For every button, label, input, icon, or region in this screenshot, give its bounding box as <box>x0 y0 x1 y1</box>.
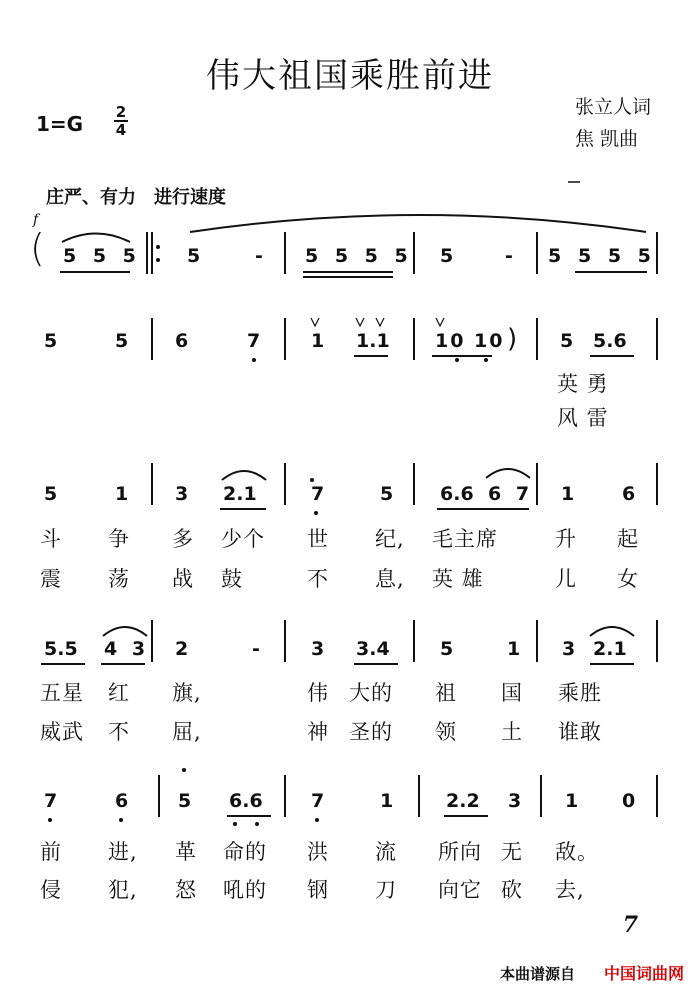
note: 1 <box>561 483 575 505</box>
accent-mark <box>311 318 319 326</box>
note-group: 5 5 5 <box>63 245 141 267</box>
note: 5 <box>440 638 454 660</box>
note: 3 <box>508 790 522 812</box>
lyric: 少个 <box>221 527 265 551</box>
lyric: 圣的 <box>349 720 393 744</box>
lyric: 侵 <box>40 878 62 902</box>
lyric: 红 <box>108 681 130 705</box>
note: 1 <box>115 483 129 505</box>
lyric-pickup-verse-1: 英 勇 <box>557 372 609 396</box>
accent-mark <box>376 318 384 326</box>
lyric: 怒 <box>175 878 197 902</box>
lyric: 争 <box>108 527 130 551</box>
lyric: 流 <box>375 840 397 864</box>
note: 5 <box>115 330 129 352</box>
lyric: 吼的 <box>223 878 267 902</box>
lyric: 砍 <box>501 878 523 902</box>
note: 7 <box>44 790 58 812</box>
note: 5 <box>440 245 454 267</box>
page-number: 7 <box>622 912 638 938</box>
note-group: 5 5 5 5 <box>305 245 413 267</box>
accent-mark <box>436 318 444 326</box>
lyric: 世 <box>307 527 329 551</box>
key-signature: 1=G <box>36 112 84 136</box>
accent-mark <box>356 318 364 326</box>
note-group: 1.1 <box>356 330 390 352</box>
lyric: 钢 <box>307 878 329 902</box>
note: 5 <box>380 483 394 505</box>
note: 6 <box>622 483 636 505</box>
note-group: 2.1 <box>593 638 627 660</box>
lyric: 谁敢 <box>558 720 602 744</box>
lyric: 神 <box>307 720 329 744</box>
lyric: 不 <box>108 720 130 744</box>
lyric: 毛主席 <box>432 527 498 551</box>
lyric: 所向 <box>438 840 482 864</box>
note: 6 <box>115 790 129 812</box>
slur <box>222 471 266 480</box>
lyric: 不 <box>307 567 329 591</box>
lyric: 旗, <box>172 681 202 705</box>
note-group: 3.4 <box>356 638 390 660</box>
lyric: 进, <box>108 840 138 864</box>
lyric: 息, <box>375 567 405 591</box>
note: 7 <box>311 483 325 505</box>
lyric: 威武 <box>40 720 84 744</box>
lyric: 革 <box>175 840 197 864</box>
lyric: 乘胜 <box>558 681 602 705</box>
lyric: 敌。 <box>555 840 599 864</box>
note-group: 4 3 <box>104 638 150 660</box>
dynamic-marking: f <box>33 212 39 228</box>
note-group: 2.1 <box>223 483 257 505</box>
lyric: 大的 <box>349 681 393 705</box>
lyric: 女 <box>617 567 639 591</box>
lyric: 土 <box>501 720 523 744</box>
lyric: 领 <box>435 720 457 744</box>
lyric: 五星 <box>40 681 84 705</box>
note: 1 <box>311 330 325 352</box>
note-group: 6.6 <box>229 790 263 812</box>
slur <box>62 234 130 243</box>
note-group: 5.6 <box>593 330 627 352</box>
dash: - <box>505 245 513 267</box>
lyric: 国 <box>501 681 523 705</box>
lyric: 前 <box>40 840 62 864</box>
lyric: 屈, <box>172 720 202 744</box>
lyric: 命的 <box>223 840 267 864</box>
source-label: 本曲谱源自 <box>500 965 576 983</box>
note: 7 <box>247 330 261 352</box>
lyric: 斗 <box>40 527 62 551</box>
note: 1 <box>380 790 394 812</box>
lyric: 向它 <box>438 878 482 902</box>
note: 3 <box>562 638 576 660</box>
lyric: 升 <box>555 527 577 551</box>
note: 6 <box>175 330 189 352</box>
lyricist-credit: 张立人词 <box>575 96 652 118</box>
lyric: 鼓 <box>221 567 243 591</box>
note-group: 2.2 <box>446 790 480 812</box>
slur <box>103 627 147 636</box>
note: 0 <box>622 790 636 812</box>
lyric: 刀 <box>375 878 397 902</box>
note: 3 <box>311 638 325 660</box>
note-group: 6 7 <box>488 483 534 505</box>
note: 5 <box>560 330 574 352</box>
lyric: 多 <box>172 527 194 551</box>
note-group: 5.5 <box>44 638 78 660</box>
note-group: 5 5 5 <box>578 245 656 267</box>
lyric: 儿 <box>555 567 577 591</box>
composer-credit: 焦 凯曲 <box>575 128 639 150</box>
note: 5 <box>187 245 201 267</box>
time-signature-top: 2 <box>115 103 127 121</box>
lyric: 伟 <box>307 681 329 705</box>
note: 1 <box>565 790 579 812</box>
slur <box>486 469 530 478</box>
dash: - <box>252 638 260 660</box>
time-signature-bottom: 4 <box>115 121 127 139</box>
note-group: 10 10 <box>435 330 505 352</box>
lyric: 纪, <box>375 527 405 551</box>
note: 5 <box>178 790 192 812</box>
tempo-marking: 庄严、有力 进行速度 <box>46 187 226 208</box>
note: 5 <box>44 330 58 352</box>
lyric: 无 <box>501 840 523 864</box>
dash: - <box>255 245 263 267</box>
lyric: 震 <box>40 567 62 591</box>
lyric: 战 <box>172 567 194 591</box>
lyric: 英 雄 <box>432 567 484 591</box>
lyric: 犯, <box>108 878 138 902</box>
lyric: 祖 <box>435 681 457 705</box>
open-paren: ( <box>30 226 45 270</box>
lyric: 洪 <box>307 840 329 864</box>
lyric: 起 <box>617 527 639 551</box>
song-title: 伟大祖国乘胜前进 <box>206 56 494 96</box>
note: 3 <box>175 483 189 505</box>
lyric: 荡 <box>108 567 130 591</box>
lyric: 去, <box>555 878 585 902</box>
note: 7 <box>311 790 325 812</box>
note: 5 <box>44 483 58 505</box>
note: 2 <box>175 638 189 660</box>
slur <box>590 627 634 636</box>
note: 5 <box>548 245 562 267</box>
note-group: 6.6 <box>440 483 474 505</box>
close-paren: ) <box>507 324 518 354</box>
tie <box>190 215 646 232</box>
note: 1 <box>507 638 521 660</box>
lyric-pickup-verse-2: 风 雷 <box>557 406 609 430</box>
site-watermark: 中国词曲网 <box>604 964 685 983</box>
